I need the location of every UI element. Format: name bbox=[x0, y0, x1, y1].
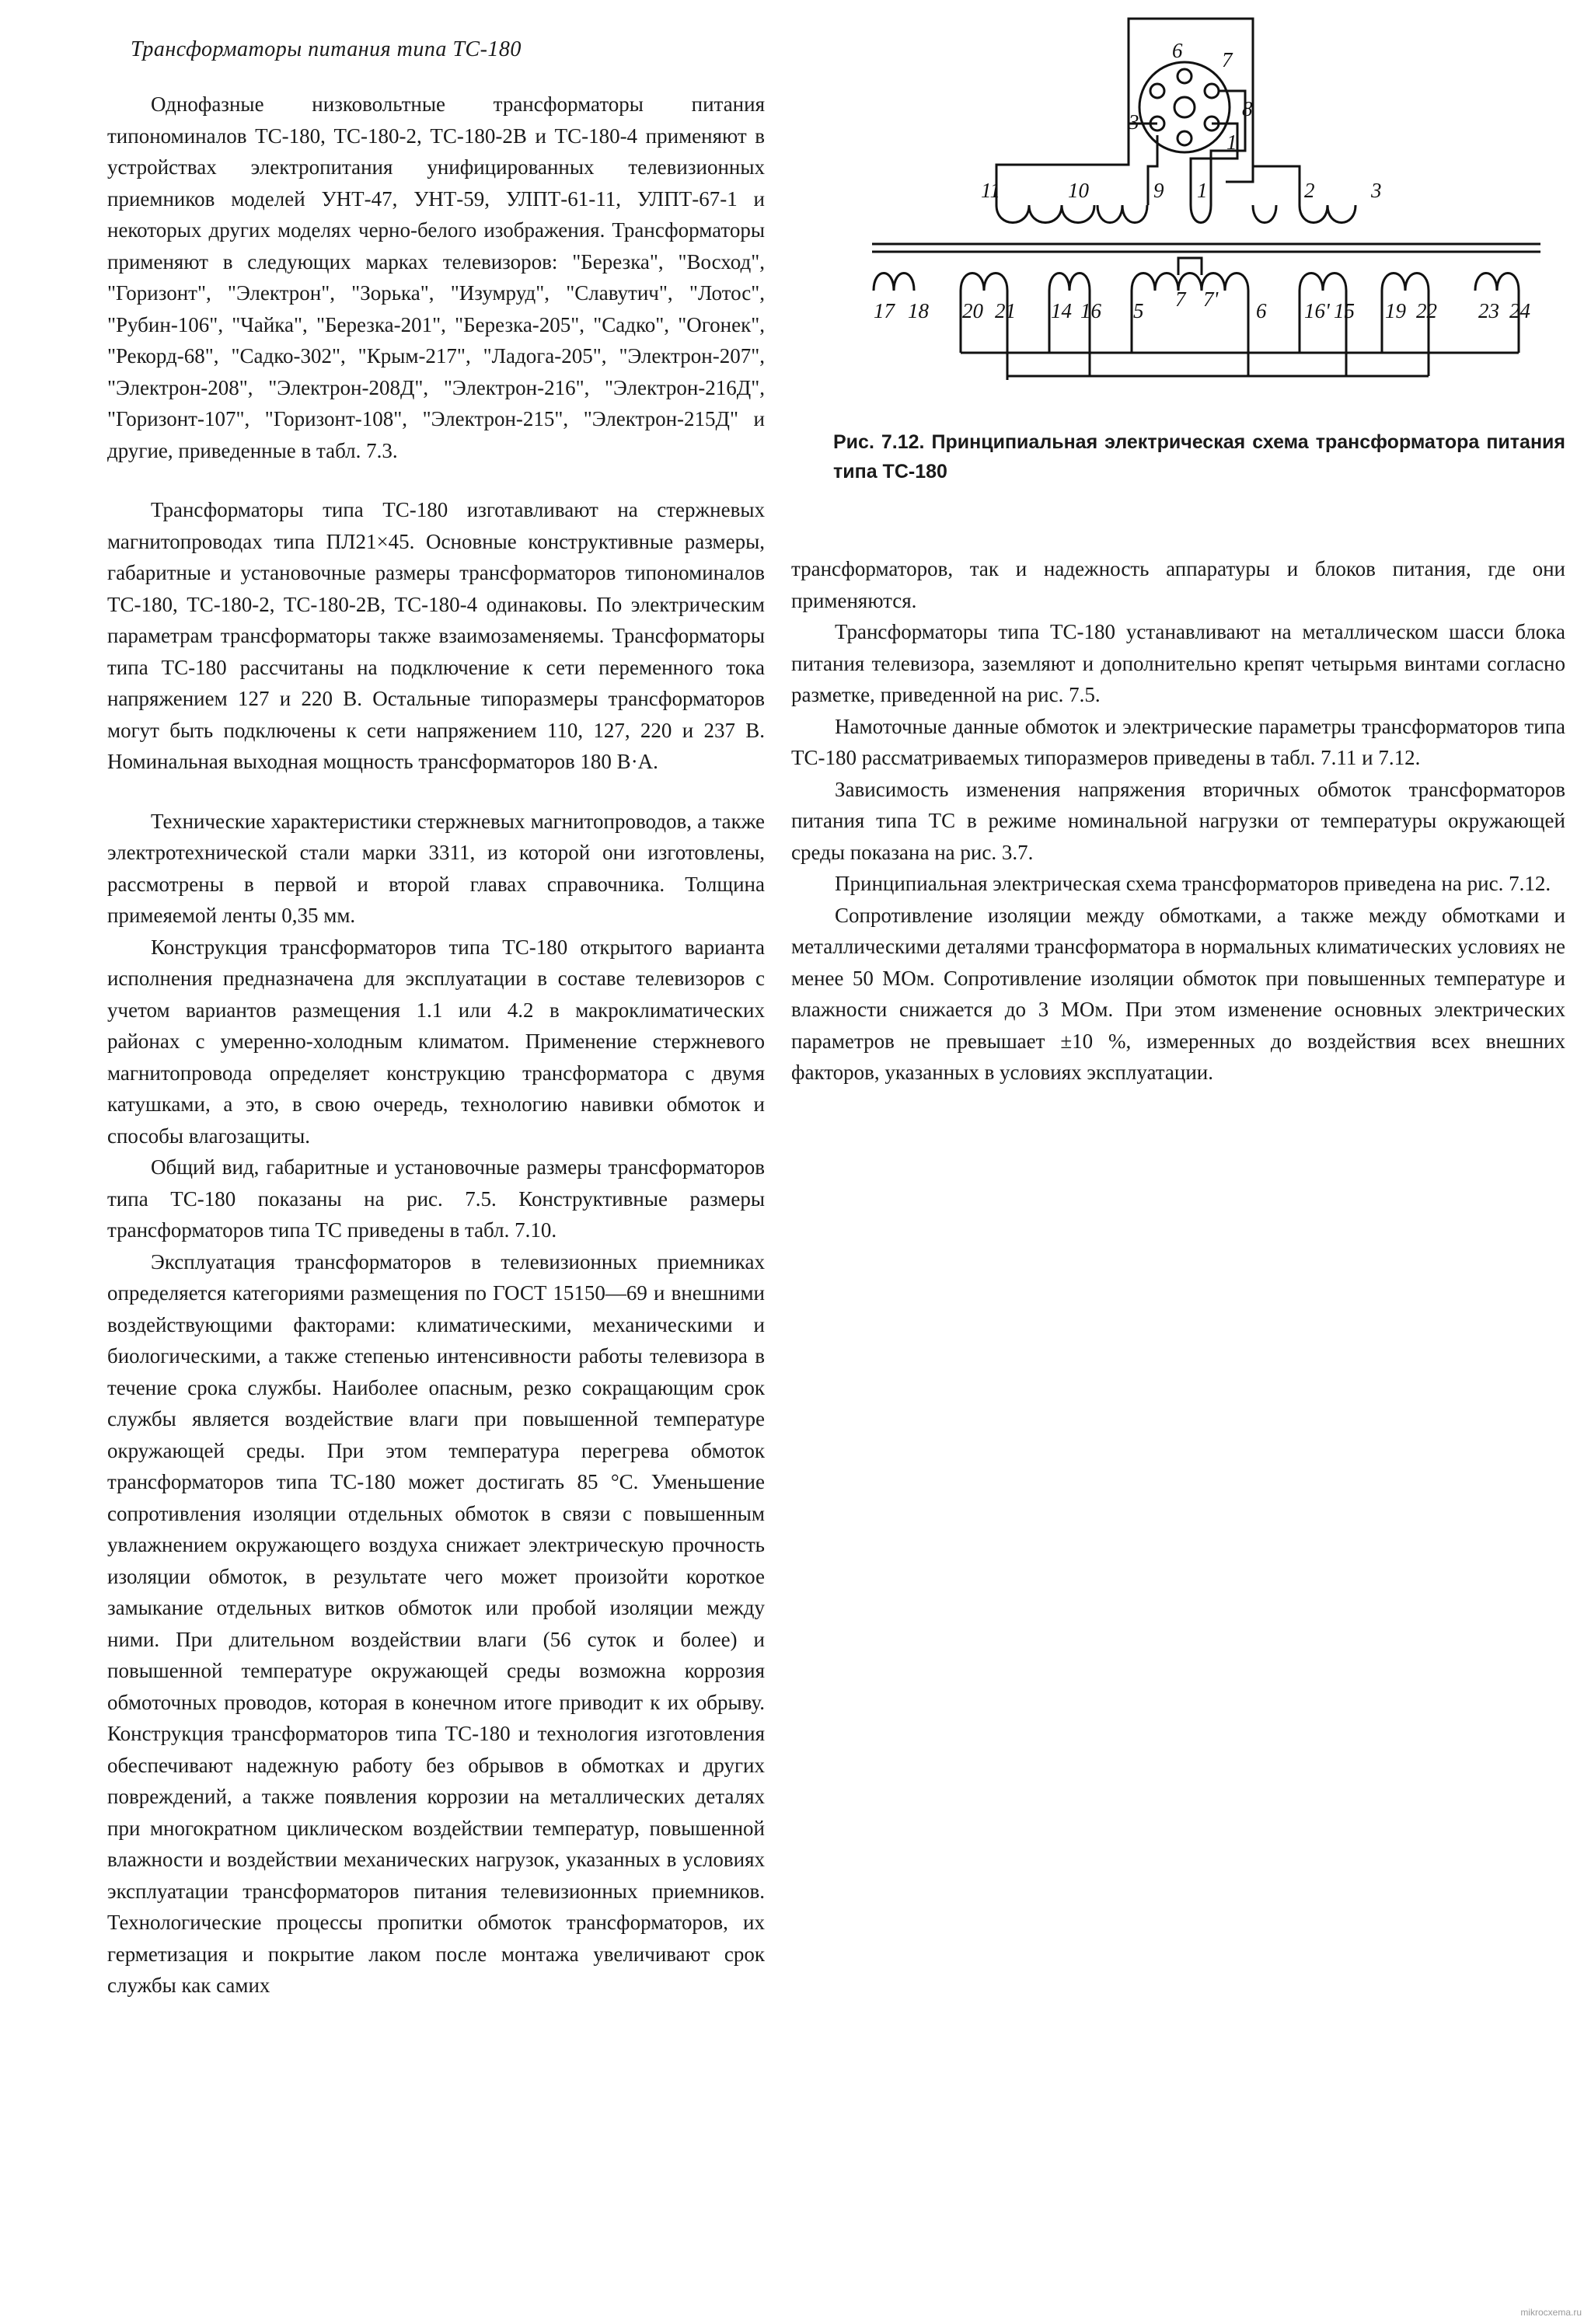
paragraph: Трансформаторы типа ТС-180 устанавливают на металлическом шасси блока питания телевизора, заземляют и дополнительно крепят четырьмя винтами согласно разметке, приведенной на рис. 7.5. bbox=[791, 620, 1565, 706]
switch-inner-ring bbox=[1174, 97, 1195, 117]
paragraph: Конструкция трансформаторов типа ТС-180 открытого варианта исполнения предназначена для эксплуатации в составе телевизоров с учетом вариантов размещения 1.1 или 4.2 в макроклиматических районах с умеренно-холодным климатом. Применение стержневого магнитопровода определяет конструкцию трансформатора с двумя катушками, а это, в свою очередь, технологию навивки обмоток и способы влагозащиты. bbox=[107, 935, 765, 1148]
secondary-terminal-label: 19 bbox=[1385, 299, 1406, 322]
secondary-terminal-label: 14 bbox=[1051, 299, 1072, 322]
paragraph: Сопротивление изоляции между обмотками, а также между обмотками и металлическими деталями трансформатора в нормальных климатических условиях не менее 50 МОм. Сопротивление изоляции обмоток при повышенных температуре и влажности снижается до 3 МОм. При этом изменение основных электрических параметров не превышает ±10 %, измеренных до воздействия всех внешних факторов, указанных в условиях эксплуатации. bbox=[791, 903, 1565, 1084]
paragraph: Однофазные низковольтные трансформаторы питания типономиналов ТС-180, ТС-180-2, ТС-180-2В и ТС-180-4 применяют в устройствах электропитания унифицированных телевизионных приемников моделей УНТ-47, УНТ-59, УЛПТ-61-11, УЛПТ-67-1 и некоторых других моделях черно-белого изображения. Трансформаторы применяют в следующих марках телевизоров: "Березка", "Восход", "Горизонт", "Электрон", "Зорька", "Изумруд", "Славутич", "Лотос", "Рубин-106", "Чайка", "Березка-201", "Березка-205", "Садко", "Огонек", "Рекорд-68", "Садко-302", "Крым-217", "Ладога-205", "Электрон-207", "Электрон-208", "Электрон-208Д", "Электрон-216", "Электрон-216Д", "Горизонт-107", "Горизонт-108", "Электрон-215", "Электрон-215Д" и другие, приведенные в табл. 7.3. bbox=[107, 92, 765, 462]
switch-contact bbox=[1150, 84, 1164, 98]
section-heading: Трансформаторы питания типа ТС-180 bbox=[131, 37, 522, 61]
secondary-terminal-label: 24 bbox=[1509, 299, 1530, 322]
watermark-text: mikrocxema.ru bbox=[1520, 2307, 1582, 2318]
secondary-terminal-label: 17 bbox=[874, 299, 895, 322]
secondary-terminal-label: 16' bbox=[1304, 299, 1330, 322]
secondary-terminal-label: 7 bbox=[1175, 287, 1186, 311]
left-column bbox=[107, 37, 765, 2002]
secondary-terminal-label: 16 bbox=[1080, 299, 1101, 322]
paragraph: Трансформаторы типа ТС-180 изготавливают на стержневых магнитопроводах типа ПЛ21×45. Основные конструктивные размеры, габаритные и установочные размеры трансформаторов типономиналов ТС-180, ТС-180-2, ТС-180-2В, ТС-180-4 одинаковы. По электрическим параметрам трансформаторы также взаимозаменяемы. Трансформаторы типа ТС-180 рассчитаны на подключение к сети переменного тока напряжением 127 и 220 В. Остальные типоразмеры трансформаторов могут быть подключены к сети напряжением 110, 127, 220 и 237 В. Номинальная выходная мощность трансформаторов 180 В·А. bbox=[107, 498, 765, 773]
paragraph: Технические характеристики стержневых магнитопроводов, а также электротехнической стали марки 3311, из которой они изготовлены, рассмотрены в первой и второй главах справочника. Толщина примеяемой ленты 0,35 мм. bbox=[107, 809, 765, 927]
switch-label: 1 bbox=[1226, 131, 1237, 154]
secondary-terminal-label: 21 bbox=[995, 299, 1016, 322]
secondary-coil bbox=[961, 274, 1007, 291]
primary-terminal-label: 9 bbox=[1153, 179, 1164, 202]
secondary-terminal-label: 20 bbox=[962, 299, 983, 322]
secondary-terminal-label: 23 bbox=[1478, 299, 1499, 322]
paragraph: трансформаторов, так и надежность аппаратуры и блоков питания, где они применяются. bbox=[791, 557, 1565, 612]
paragraph: Зависимость изменения напряжения вторичных обмоток трансформаторов питания типа ТС в режиме номинальной нагрузки от температуры окружающей среды показана на рис. 3.7. bbox=[791, 777, 1565, 864]
secondary-coil bbox=[1382, 274, 1429, 291]
primary-terminal-label: 3 bbox=[1371, 179, 1382, 202]
primary-terminal-label: 2 bbox=[1304, 179, 1315, 202]
secondary-terminal-label: 7' bbox=[1203, 287, 1219, 311]
secondary-coil bbox=[1300, 274, 1346, 291]
switch-label: 7 bbox=[1222, 48, 1233, 71]
secondary-coil bbox=[1049, 274, 1090, 291]
paragraph: Принципиальная электрическая схема трансформаторов приведена на рис. 7.12. bbox=[835, 872, 1551, 895]
secondary-terminal-label: 6 bbox=[1256, 299, 1267, 322]
switch-contact bbox=[1205, 84, 1219, 98]
primary-winding-coil bbox=[1191, 205, 1211, 223]
secondary-terminal-label: 15 bbox=[1334, 299, 1355, 322]
switch-outer-ring bbox=[1139, 62, 1230, 152]
secondary-coil bbox=[874, 274, 914, 291]
transformer-schematic bbox=[864, 11, 1548, 399]
primary-winding-coil bbox=[1300, 205, 1355, 223]
switch-wiring bbox=[1253, 166, 1300, 205]
paragraph: Намоточные данные обмоток и электрические параметры трансформаторов типа ТС-180 рассматриваемых типоразмеров приведены в табл. 7.11 и 7.12. bbox=[791, 714, 1565, 769]
primary-terminal-label: 10 bbox=[1068, 179, 1089, 202]
switch-label: 3 bbox=[1129, 110, 1139, 134]
primary-terminal-label: 1 bbox=[1197, 179, 1208, 202]
primary-winding-lead bbox=[996, 50, 1129, 205]
switch-label: 8 bbox=[1242, 97, 1253, 120]
secondary-terminal-label: 5 bbox=[1133, 299, 1144, 322]
primary-winding-coil bbox=[1097, 205, 1147, 223]
right-column bbox=[791, 553, 1565, 1089]
paragraph: Эксплуатация трансформаторов в телевизионных приемниках определяется категориями размещения по ГОСТ 15150—69 и внешними воздействующими факторами: климатическими, механическими и биологическими, а также степенью интенсивности работы телевизора в течение срока службы. Наиболее опасным, резко сокращающим срок службы является воздействие влаги при повышенной температуре окружающей среды. При этом температура перегрева обмоток трансформаторов типа ТС-180 может достигать 85 °С. Уменьшение сопротивления изоляции отдельных обмоток в связи с повышенным увлажнением окружающего воздуха снижает электрическую прочность изоляции обмоток, в результате чего может произойти короткое замыкание отдельных витков обмоток или пробой изоляции между ними. При длительном воздействии влаги (56 суток и более) и повышенной температуре окружающей среды возможна коррозия обмоточных проводов, которая в конечном итоге приводит к их обрыву. Конструкция трансформаторов типа ТС-180 и технология изготовления обеспечивают надежную работу без обрывов в обмотках и других повреждений, а также появления коррозии на металлических деталях при многократном циклическом воздействии температур, повышенной влажности и воздействии механических нагрузок, указанных в условиях эксплуатации трансформаторов питания телевизионных приемников. Технологические процессы пропитки обмоток трансформаторов, их герметизация и покрытие лаком после монтажа увеличивают срок службы как самих bbox=[107, 1249, 765, 1997]
secondary-terminal-label: 18 bbox=[908, 299, 929, 322]
secondary-terminal-label: 22 bbox=[1416, 299, 1437, 322]
switch-contact bbox=[1178, 131, 1192, 145]
paragraph: Общий вид, габаритные и установочные размеры трансформаторов типа ТС-180 показаны на рис. 7.5. Конструктивные размеры трансформаторов типа ТС приведены в табл. 7.10. bbox=[107, 1155, 765, 1242]
figure-caption: Рис. 7.12. Принципиальная электрическая схема трансформатора питания типа ТС-180 bbox=[833, 431, 1565, 483]
primary-terminal-label: 11 bbox=[981, 179, 1000, 202]
switch-contact bbox=[1178, 69, 1192, 83]
secondary-coil bbox=[1132, 274, 1248, 291]
primary-winding-coil bbox=[996, 205, 1094, 223]
switch-label: 6 bbox=[1172, 39, 1183, 62]
secondary-coil bbox=[1475, 274, 1519, 291]
primary-winding-coil bbox=[1253, 205, 1276, 223]
